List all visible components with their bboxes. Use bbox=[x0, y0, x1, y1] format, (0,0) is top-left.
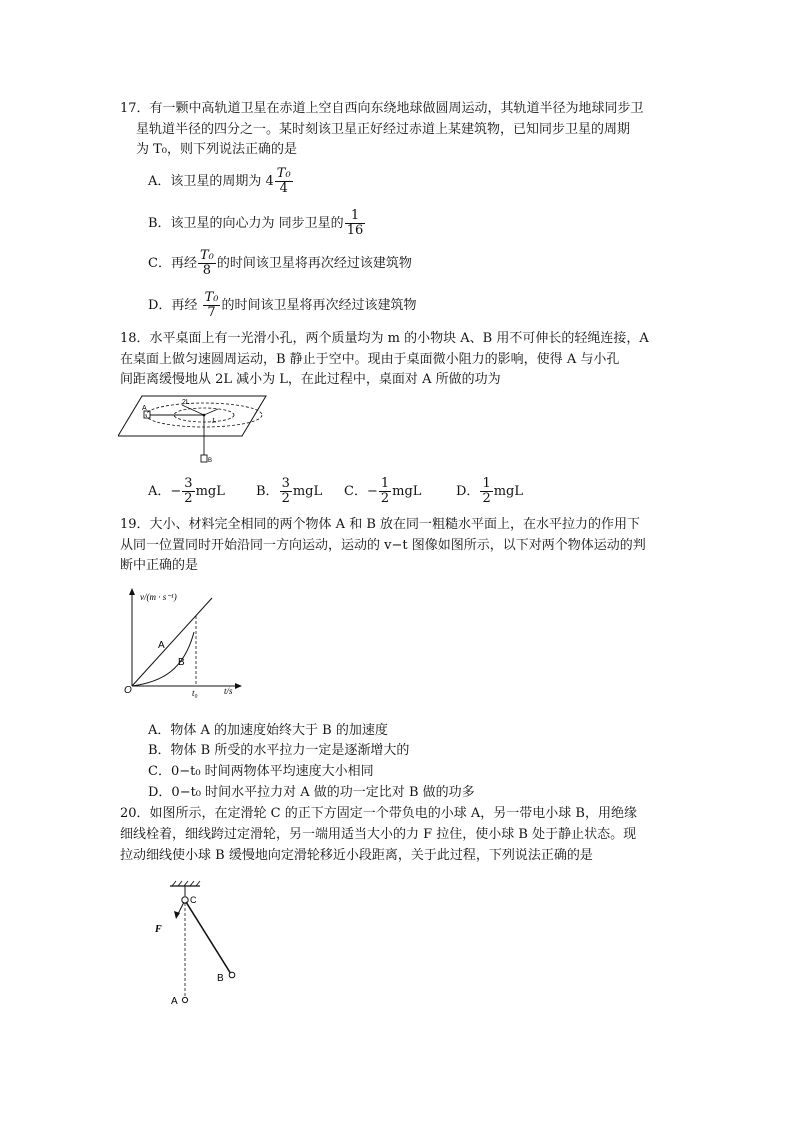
q19-option-a: A．物体 A 的加速度始终大于 B 的加速度 bbox=[148, 723, 388, 738]
x-axis-label: t/s bbox=[224, 686, 233, 696]
fraction-numerator: T₀ bbox=[199, 248, 214, 263]
pulley-c bbox=[182, 897, 188, 903]
string-to-b bbox=[186, 902, 231, 974]
fraction-numerator: T₀ bbox=[276, 166, 291, 181]
q17-stem-line1: 17．有一颗中高轨道卫星在赤道上空自西向东绕地球做圆周运动，其轨道半径为地球同步卫 bbox=[120, 101, 644, 116]
q19-option-d: D．0−t₀ 时间水平拉力对 A 做的功一定比对 B 做的功多 bbox=[148, 785, 475, 800]
fraction-numerator: T₀ bbox=[204, 290, 219, 305]
option-suffix: mgL bbox=[493, 484, 524, 499]
q17-option-a bbox=[148, 164, 294, 200]
label-a: A bbox=[142, 405, 147, 412]
q17-stem-line2: 星轨道半径的四分之一。某时刻该卫星正好经过赤道上某建筑物，已知同步卫星的周期 bbox=[136, 122, 631, 137]
fraction-denominator: 2 bbox=[184, 491, 193, 506]
t0-label: t₀ bbox=[192, 688, 198, 698]
q20-stem-line3: 拉动细线使小球 B 缓慢地向定滑轮移近小段距离，关于此过程，下列说法正确的是 bbox=[120, 848, 593, 863]
fraction bbox=[280, 477, 292, 506]
block-b bbox=[201, 455, 207, 462]
option-suffix: mgL bbox=[392, 484, 422, 499]
q18-stem-line2: 在桌面上做匀速圆周运动，B 静止于空中。现由于桌面微小阻力的影响，使得 A 与小孔 bbox=[120, 352, 620, 367]
ball-a bbox=[182, 997, 187, 1002]
q17-option-d-text: D．再经 bbox=[148, 298, 202, 313]
option-label: D． bbox=[456, 484, 480, 499]
q17-option-c bbox=[148, 246, 412, 282]
q19-stem-line2: 从同一位置同时开始沿同一方向运动，运动的 v−t 图像如图所示，以下对两个物体运动的判 bbox=[120, 538, 646, 553]
q19-stem-line3: 断中正确的是 bbox=[120, 558, 199, 573]
line-a bbox=[132, 598, 212, 686]
q18-option-c bbox=[344, 474, 456, 510]
q18-option-b bbox=[256, 474, 344, 510]
fraction-numerator: 1 bbox=[380, 476, 390, 491]
y-axis-arrow bbox=[129, 588, 135, 595]
q19-option-c: C．0−t₀ 时间两物体平均速度大小相同 bbox=[148, 764, 374, 779]
fraction bbox=[480, 477, 492, 506]
q17-option-d-suffix: 的时间该卫星将再次经过该建筑物 bbox=[221, 298, 417, 313]
fraction-numerator: 1 bbox=[482, 476, 491, 491]
fraction-numerator: 3 bbox=[281, 476, 290, 491]
radius-l bbox=[204, 409, 218, 415]
q20-pulley-figure bbox=[150, 880, 250, 1008]
label-b: B bbox=[208, 458, 213, 464]
fraction-denominator: 2 bbox=[281, 491, 290, 506]
q18-option-d bbox=[456, 474, 523, 510]
q20-stem-line1: 20．如图所示，在定滑轮 C 的正下方固定一个带负电的小球 A，另一带电小球 B，用绝缘 bbox=[120, 806, 637, 821]
fraction-numerator: 3 bbox=[184, 476, 193, 491]
fraction bbox=[379, 477, 391, 506]
option-label: B． bbox=[256, 484, 279, 499]
option-suffix: mgL bbox=[292, 484, 323, 499]
fraction bbox=[345, 209, 366, 238]
ball-b bbox=[229, 972, 235, 978]
fraction-numerator: 1 bbox=[345, 209, 366, 224]
origin-label: O bbox=[124, 685, 132, 696]
fraction bbox=[275, 167, 293, 196]
table-surface bbox=[118, 396, 266, 436]
label-a: A bbox=[171, 996, 178, 1007]
ceiling-hatch bbox=[172, 881, 200, 886]
q17-option-c-suffix: 的时间该卫星将再次经过该建筑物 bbox=[216, 256, 412, 271]
option-suffix: mgL bbox=[195, 484, 225, 499]
q17-stem-line3: 为 T₀，则下列说法正确的是 bbox=[136, 142, 298, 157]
y-axis-label: v/(m · s⁻¹) bbox=[140, 592, 177, 602]
label-b: B bbox=[217, 973, 224, 984]
q19-vt-graph bbox=[122, 586, 252, 698]
curve-b-label: B bbox=[178, 657, 185, 668]
fraction bbox=[203, 291, 221, 320]
option-label: A．− bbox=[148, 484, 182, 499]
fraction-denominator: 8 bbox=[202, 263, 212, 278]
q18-stem-line1: 18．水平桌面上有一光滑小孔，两个质量均为 m 的小物块 A、B 用不可伸长的轻绳连接，A bbox=[120, 331, 649, 346]
label-l: L bbox=[212, 417, 216, 425]
q19-option-b: B．物体 B 所受的水平拉力一定是逐渐增大的 bbox=[148, 743, 410, 758]
fraction bbox=[182, 477, 194, 506]
x-axis-arrow bbox=[235, 683, 242, 689]
q17-option-b-text: B．该卫星的向心力为 同步卫星的 bbox=[148, 216, 344, 231]
label-c: C bbox=[190, 895, 197, 905]
option-label: C．− bbox=[344, 484, 378, 499]
label-2l: 2L bbox=[182, 399, 190, 406]
q19-stem-line1: 19．大小、材料完全相同的两个物体 A 和 B 放在同一粗糙水平面上，在水平拉力的作用下 bbox=[120, 517, 641, 532]
q17-option-a-text: A．该卫星的周期为 4 bbox=[148, 174, 274, 189]
curve-a-label: A bbox=[158, 640, 165, 651]
fraction-denominator: 4 bbox=[279, 181, 288, 196]
q18-stem-line3: 间距离缓慢地从 2L 减小为 L，在此过程中，桌面对 A 所做的功为 bbox=[120, 372, 501, 387]
fraction-denominator: 16 bbox=[346, 223, 364, 238]
q20-stem-line2: 细线栓着，细线跨过定滑轮，另一端用适当大小的力 F 拉住，使小球 B 处于静止状态。现 bbox=[120, 827, 637, 842]
q18-table-figure bbox=[118, 392, 268, 470]
q17-option-d bbox=[148, 288, 416, 324]
q18-options bbox=[148, 474, 523, 510]
q17-option-c-text: C．再经 bbox=[148, 256, 197, 271]
q18-option-a bbox=[148, 474, 256, 510]
label-f: F bbox=[155, 924, 162, 935]
block-a bbox=[144, 411, 150, 418]
fraction-denominator: 7 bbox=[207, 305, 216, 320]
fraction-denominator: 2 bbox=[482, 491, 491, 506]
fraction bbox=[198, 249, 216, 278]
fraction-denominator: 2 bbox=[380, 491, 390, 506]
radius-2l bbox=[182, 405, 204, 415]
q17-option-b bbox=[148, 206, 366, 242]
